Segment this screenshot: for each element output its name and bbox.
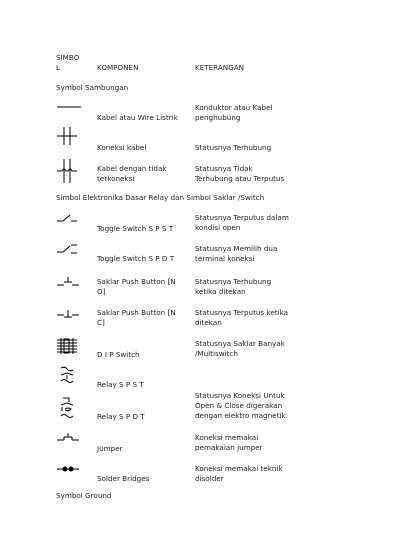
component-label: Relay S P D T <box>97 412 145 421</box>
description-text: Statusnya Terputus ketika ditekan <box>195 308 289 327</box>
component-label: Toggle Switch S P D T <box>97 254 175 263</box>
description-text: Statusnya Saklar Banyak /Multiswitch <box>195 339 285 358</box>
component-label: Relay S P S T <box>97 380 144 389</box>
header-symbol: SIMBO L <box>56 53 80 72</box>
description-text: Koneksi memakai pemakaian jumper <box>195 433 263 452</box>
description-text: Konduktor atau Kabel penghubung <box>195 103 273 122</box>
push-button-no-icon <box>57 277 79 287</box>
section-title-ground: Symbol Ground <box>56 491 112 500</box>
description-text: Statusnya Koneksi Untuk Open & Close digerakan dengan elektro magnetik. <box>195 391 288 420</box>
header-component: KOMPONEN <box>97 63 139 72</box>
connected-wires-icon <box>57 127 77 145</box>
description-text: Statusnya Terputus dalam kondisi open <box>195 213 289 232</box>
component-label: D I P Switch <box>97 350 140 359</box>
component-label: Solder Bridges <box>97 474 150 483</box>
dip-switch-icon <box>57 338 77 354</box>
component-label: Kabel atau Wire Listrik <box>97 113 178 122</box>
description-text: Statusnya Terhubung ketika ditekan <box>195 277 272 296</box>
component-label: Saklar Push Button [N C] <box>97 308 176 327</box>
section-title-connections: Symbol Sambungan <box>56 83 129 92</box>
component-label: Toggle Switch S P S T <box>97 224 174 233</box>
description-text: Statusnya Terhubung <box>195 143 272 152</box>
spdt-switch-icon <box>57 243 77 255</box>
component-label: Kabel dengan tidak terkoneksi <box>97 164 167 183</box>
wire-line-icon <box>57 106 81 108</box>
description-text: Koneksi memakai teknik disolder <box>195 464 283 483</box>
component-label: Jumper <box>97 444 123 453</box>
description-text: Statusnya Memilih dua terminal koneksi <box>195 244 278 263</box>
description-text: Statusnya Tidak Terhubung atau Terputus <box>195 164 285 183</box>
unconnected-wires-icon <box>57 159 77 183</box>
section-title-switches: Simbol Elektronika Dasar Relay dan Simbol Saklar /Switch <box>56 193 265 202</box>
spst-switch-icon <box>57 213 77 223</box>
relay-spst-icon <box>59 366 75 384</box>
component-label: Saklar Push Button [N O] <box>97 277 176 296</box>
header-description: KETERANGAN <box>195 63 245 72</box>
component-label: Koneksi kabel <box>97 143 147 152</box>
push-button-nc-icon <box>57 308 79 318</box>
relay-spdt-icon <box>59 397 75 419</box>
jumper-icon <box>57 433 79 443</box>
solder-bridge-icon <box>57 465 79 473</box>
